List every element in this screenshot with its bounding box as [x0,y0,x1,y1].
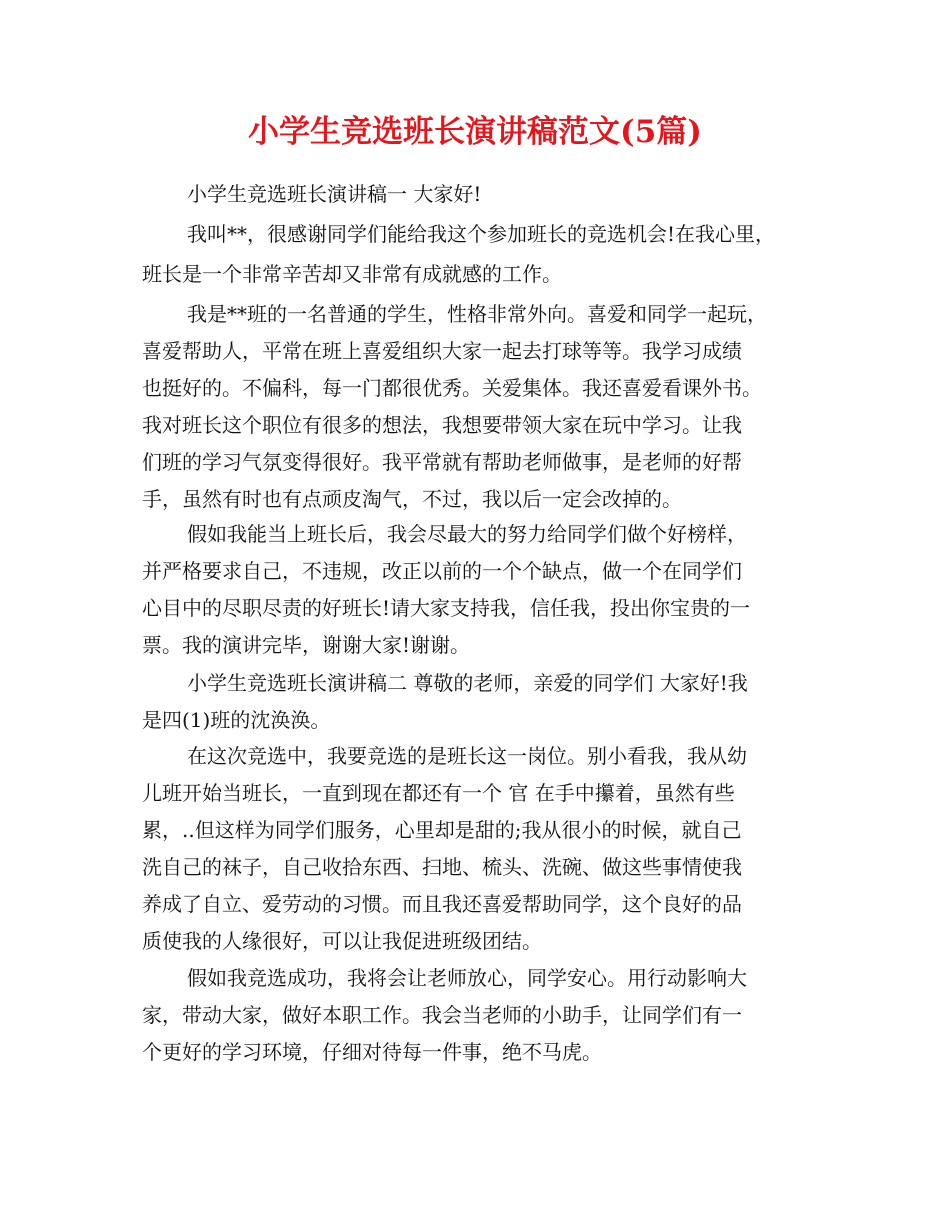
text-line: 也挺好的。不偏科，每一门都很优秀。关爱集体。我还喜爱看课外书。 [142,376,762,400]
text-line: 心目中的尽职尽责的好班长!请大家支持我，信任我，投出你宝贵的一 [142,596,751,620]
text-line: 手，虽然有时也有点顽皮淘气，不过，我以后一定会改掉的。 [142,487,682,511]
text-line: 小学生竞选班长演讲稿二 尊敬的老师，亲爱的同学们 大家好!我 [187,671,748,695]
text-line: 儿班开始当班长，一直到现在都还有一个 官 在手中攥着，虽然有些 [142,781,735,805]
text-line: 们班的学习气氛变得很好。我平常就有帮助老师做事，是老师的好帮 [142,450,742,474]
text-line: 假如我能当上班长后，我会尽最大的努力给同学们做个好榜样， [187,522,747,546]
document-title: 小学生竞选班长演讲稿范文(5篇) [248,114,702,150]
text-line: 家，带动大家，做好本职工作。我会当老师的小助手，让同学们有一 [142,1003,742,1027]
text-line: 并严格要求自己，不违规，改正以前的一个个缺点，做一个在同学们 [142,559,742,583]
text-line: 在这次竞选中，我要竞选的是班长这一岗位。别小看我，我从幼 [187,744,747,768]
text-line: 我是**班的一名普通的学生，性格非常外向。喜爱和同学一起玩， [187,302,767,326]
text-line: 养成了自立、爱劳动的习惯。而且我还喜爱帮助同学，这个良好的品 [142,892,742,916]
text-line: 小学生竞选班长演讲稿一 大家好! [187,182,482,206]
text-line: 假如我竞选成功，我将会让老师放心，同学安心。用行动影响大 [187,966,747,990]
text-line: 洗自己的袜子，自己收拾东西、扫地、梳头、洗碗、做这些事情使我 [142,855,742,879]
text-line: 质使我的人缘很好，可以让我促进班级团结。 [142,929,542,953]
text-line: 票。我的演讲完毕，谢谢大家!谢谢。 [142,633,471,657]
text-line: 我叫**，很感谢同学们能给我这个参加班长的竞选机会!在我心里， [187,222,776,246]
text-line: 我对班长这个职位有很多的想法，我想要带领大家在玩中学习。让我 [142,413,742,437]
text-line: 累，..但这样为同学们服务，心里却是甜的;我从很小的时候，就自己 [142,818,742,842]
text-line: 喜爱帮助人，平常在班上喜爱组织大家一起去打球等等。我学习成绩 [142,339,742,363]
text-line: 是四(1)班的沈涣涣。 [142,708,331,732]
text-line: 班长是一个非常辛苦却又非常有成就感的工作。 [142,262,562,286]
text-line: 个更好的学习环境，仔细对待每一件事，绝不马虎。 [142,1040,602,1064]
